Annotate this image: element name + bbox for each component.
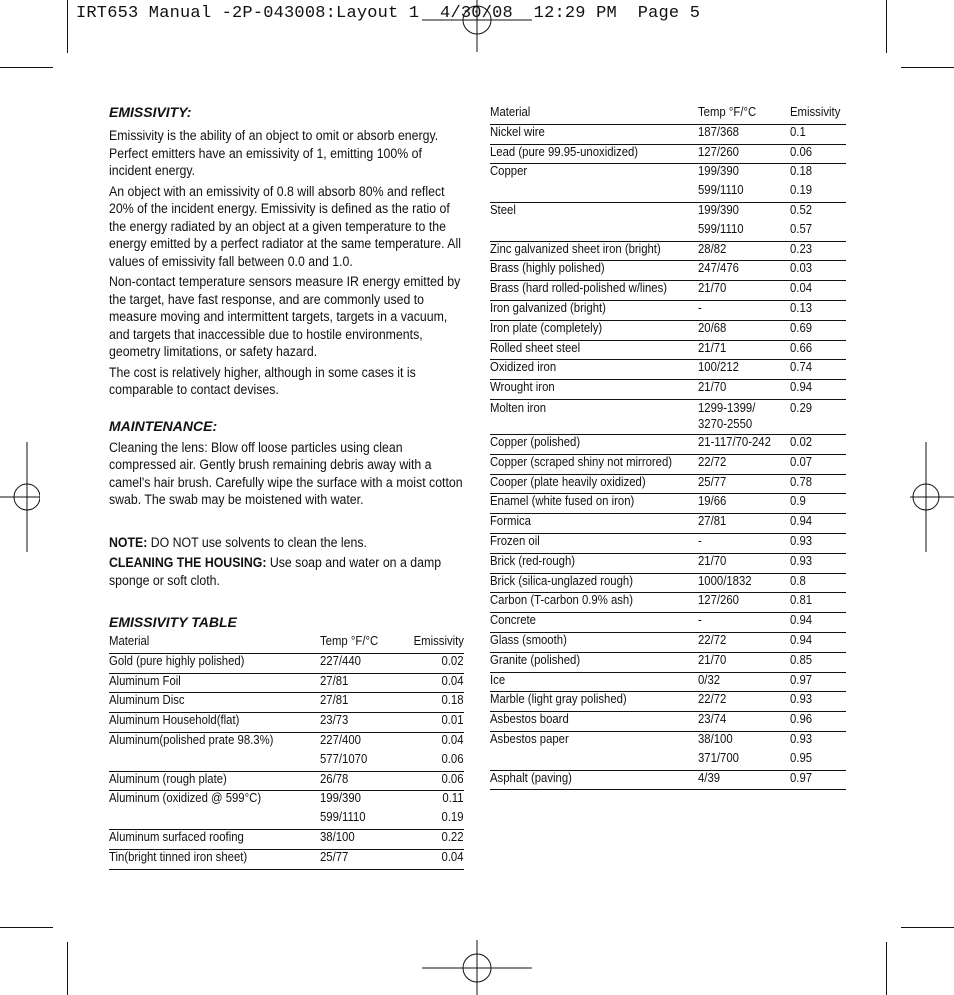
table-row [490, 593, 846, 613]
temp-cell: 227/440 [320, 653, 408, 673]
emissivity-cell: 0.04 [408, 849, 464, 869]
material-cell: Aluminum surfaced roofing [109, 829, 320, 849]
emissivity-cell: 0.06 [790, 144, 846, 164]
table-row [490, 183, 846, 202]
emissivity-cell: 0.07 [790, 454, 846, 474]
registration-mark-top [422, 0, 532, 52]
temp-cell: 22/72 [698, 692, 790, 712]
material-cell: Brass (hard rolled-polished w/lines) [490, 281, 698, 301]
temp-cell-line2: 3270-2550 [697, 416, 752, 431]
emissivity-paragraph: Non-contact temperature sensors measure IR energy emitted by the target, have fast response, and are commonly used to measure moving and intermittent targets, targets in a vacuum, and targets that inaccessible due to hostile environments, geometry limitations, or safety hazard. [109, 274, 461, 359]
emissivity-cell: 0.97 [790, 770, 846, 790]
column-header-emissivity: Emissivity [790, 105, 846, 124]
table-row [490, 514, 846, 534]
material-cell: Cooper (plate heavily oxidized) [490, 474, 698, 494]
material-cell: Asphalt (paving) [490, 770, 698, 790]
table-row [490, 399, 846, 434]
temp-cell: 38/100 [320, 829, 408, 849]
column-header-temp: Temp °F/°C [698, 105, 790, 124]
emissivity-cell: 0.19 [790, 183, 846, 202]
table-row [490, 434, 846, 454]
note-paragraph [109, 534, 464, 552]
emissivity-cell: 0.03 [790, 261, 846, 281]
material-cell: Molten iron [490, 399, 698, 434]
material-cell: Frozen oil [490, 533, 698, 553]
table-row [490, 124, 846, 144]
housing-text: Use soap and water on a damp sponge or soft cloth. [109, 555, 442, 588]
table-row [109, 752, 464, 771]
crop-mark [886, 942, 887, 995]
emissivity-paragraph: Emissivity is the ability of an object to omit or absorb energy. Perfect emitters have an emissivity of 1, emitting 100% of incident energy. [109, 128, 439, 178]
maintenance-paragraph: Cleaning the lens: Blow off loose particles using clean compressed air. Gently brush remaining debris away with a camel's hair brush. Carefully wipe the surface with a moist cotton swab. The swab may be moistened with water. [109, 439, 463, 507]
material-cell: Aluminum Household(flat) [109, 713, 320, 733]
table-row [490, 360, 846, 380]
emissivity-cell: 0.02 [408, 653, 464, 673]
crop-mark [886, 0, 887, 53]
table-row [109, 791, 464, 810]
temp-cell: 21/71 [698, 340, 790, 360]
table-row [490, 300, 846, 320]
emissivity-cell: 0.57 [790, 222, 846, 241]
emissivity-table-right [490, 105, 846, 790]
temp-cell: 22/72 [698, 632, 790, 652]
material-cell: Brass (highly polished) [490, 261, 698, 281]
emissivity-cell: 0.78 [790, 474, 846, 494]
emissivity-paragraph: An object with an emissivity of 0.8 will absorb 80% and reflect 20% of the incident energy. Emissivity is defined as the ratio of the energy radiated by an object at a given temperature to the energy emitted by a perfect radiator at the same temperature. All values of emissivity fall between 0.0 and 1.0. [109, 183, 461, 269]
table-row [109, 849, 464, 869]
temp-cell: 38/100 [697, 731, 733, 746]
material-cell: Formica [490, 514, 698, 534]
emissivity-cell: 0.01 [408, 713, 464, 733]
crop-mark [901, 67, 954, 68]
housing-label: CLEANING THE HOUSING: [109, 555, 267, 570]
material-cell [490, 751, 698, 770]
material-cell: Aluminum(polished prate 98.3%) [109, 732, 274, 747]
material-cell [490, 183, 698, 202]
emissivity-cell: 0.02 [790, 434, 846, 454]
table-row [490, 164, 846, 183]
temp-cell: 21/70 [698, 553, 790, 573]
maintenance-heading: MAINTENANCE: [109, 417, 218, 434]
table-row [490, 261, 846, 281]
temp-cell: 100/212 [698, 360, 790, 380]
table-row [490, 320, 846, 340]
temp-cell: 0/32 [698, 672, 790, 692]
temp-cell: 27/81 [698, 514, 790, 534]
emissivity-cell: 0.22 [408, 829, 464, 849]
table-row [490, 222, 846, 241]
table-row [109, 713, 464, 733]
temp-cell: 21/70 [698, 380, 790, 400]
material-cell: Steel [490, 202, 516, 217]
material-cell: Enamel (white fused on iron) [490, 494, 698, 514]
material-cell: Aluminum Foil [109, 673, 320, 693]
table-row [109, 829, 464, 849]
housing-paragraph [109, 554, 464, 589]
table-row [490, 553, 846, 573]
emissivity-cell: 0.13 [790, 300, 846, 320]
temp-cell: 247/476 [698, 261, 790, 281]
temp-cell: 199/390 [697, 164, 739, 179]
material-cell: Gold (pure highly polished) [109, 653, 320, 673]
emissivity-cell: 0.66 [790, 340, 846, 360]
emissivity-cell: 0.69 [790, 320, 846, 340]
column-header-emissivity: Emissivity [408, 634, 464, 653]
emissivity-cell: 0.95 [790, 751, 846, 770]
material-cell: Iron plate (completely) [490, 320, 698, 340]
material-cell [109, 810, 320, 829]
emissivity-table-heading: EMISSIVITY TABLE [109, 614, 237, 630]
material-cell: Tin(bright tinned iron sheet) [109, 849, 320, 869]
material-cell: Iron galvanized (bright) [490, 300, 698, 320]
material-cell: Granite (polished) [490, 652, 698, 672]
material-cell: Asbestos board [490, 712, 698, 732]
table-row [490, 494, 846, 514]
emissivity-cell: 0.94 [790, 380, 846, 400]
table-row [490, 281, 846, 301]
emissivity-cell: 0.06 [408, 752, 464, 771]
emissivity-cell: 0.96 [790, 712, 846, 732]
table-row [109, 771, 464, 791]
print-slug: IRT653 Manual -2P-043008:Layout 1 4/30/08 12:29 PM Page 5 [76, 4, 701, 23]
table-row [490, 340, 846, 360]
temp-cell: 187/368 [698, 124, 790, 144]
emissivity-heading: EMISSIVITY: [109, 104, 192, 120]
material-cell: Carbon (T-carbon 0.9% ash) [490, 593, 698, 613]
emissivity-cell: 0.29 [790, 399, 846, 434]
emissivity-cell: 0.04 [790, 281, 846, 301]
column-header-material: Material [109, 634, 320, 653]
material-cell: Asbestos paper [490, 731, 569, 746]
emissivity-cell: 0.93 [790, 533, 846, 553]
temp-cell: 25/77 [320, 849, 408, 869]
table-row [109, 693, 464, 713]
left-column [109, 104, 464, 870]
material-cell: Copper (polished) [490, 434, 698, 454]
registration-mark-left [0, 442, 40, 552]
emissivity-cell: 0.93 [790, 553, 846, 573]
temp-cell: 4/39 [698, 770, 790, 790]
table-row [109, 653, 464, 673]
temp-cell: 22/72 [698, 454, 790, 474]
temp-cell: 199/390 [320, 791, 362, 806]
temp-cell: 21-117/70-242 [698, 434, 790, 454]
temp-cell: 28/82 [698, 241, 790, 261]
temp-cell: 27/81 [320, 693, 408, 713]
material-cell: Marble (light gray polished) [490, 692, 698, 712]
temp-cell: 23/74 [698, 712, 790, 732]
temp-cell: - [698, 613, 790, 633]
emissivity-cell: 0.1 [790, 124, 846, 144]
table-row [490, 573, 846, 593]
table-row [490, 692, 846, 712]
registration-mark-right [910, 442, 954, 552]
temp-cell: 1299-1399/ 3270-2550 [698, 399, 790, 434]
crop-mark [67, 942, 68, 995]
temp-cell: 23/73 [320, 713, 408, 733]
material-cell: Oxidized iron [490, 360, 698, 380]
table-row [490, 144, 846, 164]
temp-cell: 599/1110 [698, 222, 790, 241]
emissivity-cell: 0.11 [442, 791, 464, 806]
emissivity-paragraph: The cost is relatively higher, although in some cases it is comparable to contact devises. [109, 364, 416, 397]
temp-cell: 127/260 [698, 593, 790, 613]
temp-cell: 199/390 [697, 202, 739, 217]
temp-cell: 227/400 [320, 732, 362, 747]
temp-cell: 127/260 [698, 144, 790, 164]
emissivity-cell: 0.81 [790, 593, 846, 613]
table-row [490, 672, 846, 692]
emissivity-cell: 0.19 [408, 810, 464, 829]
table-row [109, 673, 464, 693]
temp-cell: 27/81 [320, 673, 408, 693]
table-row [490, 241, 846, 261]
material-cell: Wrought iron [490, 380, 698, 400]
emissivity-cell: 0.52 [790, 202, 813, 217]
table-row [109, 810, 464, 829]
temp-cell: 26/78 [320, 771, 408, 791]
material-cell: Zinc galvanized sheet iron (bright) [490, 241, 698, 261]
material-cell: Ice [490, 672, 698, 692]
emissivity-table-left [109, 634, 464, 870]
emissivity-cell: 0.94 [790, 514, 846, 534]
material-cell: Aluminum (oxidized @ 599°C) [109, 791, 262, 806]
table-row [490, 770, 846, 790]
material-cell: Aluminum (rough plate) [109, 771, 320, 791]
material-cell: Glass (smooth) [490, 632, 698, 652]
material-cell [109, 752, 320, 771]
emissivity-cell: 0.74 [790, 360, 846, 380]
temp-cell: 599/1110 [698, 183, 790, 202]
material-cell: Nickel wire [490, 124, 698, 144]
material-cell: Aluminum Disc [109, 693, 320, 713]
temp-cell: - [698, 533, 790, 553]
temp-cell: 19/66 [698, 494, 790, 514]
emissivity-cell: 0.94 [790, 632, 846, 652]
temp-cell: 371/700 [698, 751, 790, 770]
material-cell: Rolled sheet steel [490, 340, 698, 360]
emissivity-cell: 0.18 [790, 164, 813, 179]
temp-cell: 25/77 [698, 474, 790, 494]
material-cell: Brick (silica-unglazed rough) [490, 573, 698, 593]
temp-cell: 21/70 [698, 652, 790, 672]
table-row [490, 632, 846, 652]
emissivity-cell: 0.18 [408, 693, 464, 713]
material-cell [490, 222, 698, 241]
emissivity-cell: 0.9 [790, 494, 846, 514]
emissivity-cell: 0.85 [790, 652, 846, 672]
table-row [490, 613, 846, 633]
temp-cell: 599/1110 [320, 810, 408, 829]
note-text: DO NOT use solvents to clean the lens. [147, 534, 367, 550]
note-label: NOTE: [109, 534, 148, 550]
temp-cell: - [698, 300, 790, 320]
table-row [490, 202, 846, 221]
table-row [109, 732, 464, 751]
column-header-temp: Temp °F/°C [320, 634, 408, 653]
material-cell: Brick (red-rough) [490, 553, 698, 573]
material-cell: Copper [490, 164, 528, 179]
temp-cell: 1000/1832 [698, 573, 790, 593]
emissivity-cell: 0.93 [790, 692, 846, 712]
temp-cell: 21/70 [698, 281, 790, 301]
crop-mark [0, 927, 53, 928]
temp-cell: 577/1070 [320, 752, 408, 771]
emissivity-cell: 0.94 [790, 613, 846, 633]
emissivity-cell: 0.06 [408, 771, 464, 791]
table-row [490, 380, 846, 400]
emissivity-cell: 0.97 [790, 672, 846, 692]
material-cell: Lead (pure 99.95-unoxidized) [490, 144, 698, 164]
registration-mark-bottom [422, 940, 532, 995]
material-cell: Copper (scraped shiny not mirrored) [490, 454, 698, 474]
emissivity-cell: 0.04 [441, 732, 464, 747]
table-row [490, 454, 846, 474]
temp-cell: 20/68 [698, 320, 790, 340]
table-row [490, 474, 846, 494]
emissivity-cell: 0.23 [790, 241, 846, 261]
crop-mark [67, 0, 68, 53]
emissivity-cell: 0.04 [408, 673, 464, 693]
emissivity-cell: 0.93 [790, 731, 813, 746]
table-row [490, 731, 846, 750]
table-row [490, 712, 846, 732]
column-header-material: Material [490, 105, 698, 124]
material-cell: Concrete [490, 613, 698, 633]
crop-mark [0, 67, 53, 68]
table-row [490, 751, 846, 770]
crop-mark [901, 927, 954, 928]
table-row [490, 652, 846, 672]
emissivity-cell: 0.8 [790, 573, 846, 593]
right-column [490, 105, 846, 790]
table-row [490, 533, 846, 553]
